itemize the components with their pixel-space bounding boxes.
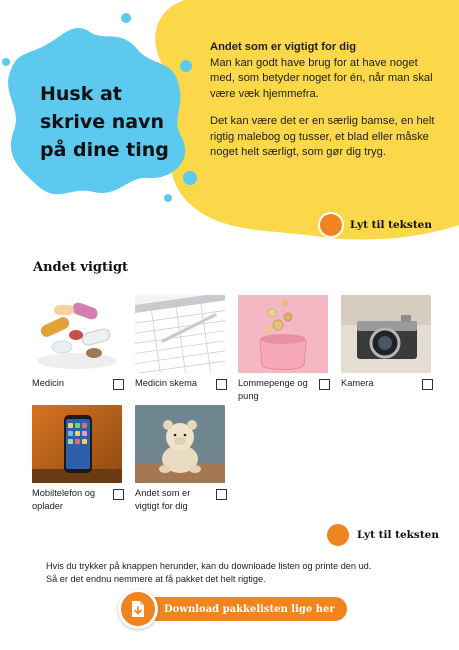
- teddy-bear-image: [135, 405, 225, 483]
- list-item-kamera: [341, 295, 433, 390]
- list-item-lommepenge: [238, 295, 330, 402]
- checkbox[interactable]: [216, 489, 227, 500]
- download-button[interactable]: [118, 591, 347, 627]
- checkbox[interactable]: [113, 379, 124, 390]
- info-box-heading: Andet som er vigtigt for dig: [210, 41, 357, 53]
- item-label: Medicin skema: [135, 378, 198, 388]
- download-label: Download pakkelisten lige her: [142, 597, 347, 621]
- listen-label: Lyt til teksten: [350, 219, 432, 231]
- page-title: Husk at skrive navn på dine ting: [40, 83, 169, 161]
- info-box: [210, 40, 442, 173]
- item-label: Medicin: [32, 378, 65, 388]
- checkbox[interactable]: [422, 379, 433, 390]
- camera-image: [341, 295, 431, 373]
- section-title: Andet vigtigt: [33, 260, 129, 275]
- listen-button-2[interactable]: [327, 524, 439, 546]
- list-item-medicin: [32, 295, 124, 390]
- download-file-icon: [118, 589, 158, 629]
- coin-purse-image: [238, 295, 328, 373]
- info-line-2: Så er det endnu nemmere at få pakket det helt rigtige.: [46, 574, 266, 584]
- info-box-paragraph-2: Det kan være det er en særlig bamse, en helt rigtig malebog og tusser, et blad eller måske noget helt særligt, som gør dig tryg.: [210, 115, 435, 158]
- medicine-pills-image: [32, 295, 122, 373]
- checkbox[interactable]: [216, 379, 227, 390]
- item-label: Mobiltelefon og oplader: [32, 488, 96, 511]
- list-item-mobiltelefon: [32, 405, 124, 512]
- item-label: Andet som er vigtigt for dig: [135, 488, 191, 511]
- mobile-phone-image: [32, 405, 122, 483]
- listen-button-1[interactable]: [320, 214, 432, 236]
- listen-circle-icon: [320, 214, 342, 236]
- checkbox[interactable]: [319, 379, 330, 390]
- medicine-schedule-image: [135, 295, 225, 373]
- list-item-medicin-skema: [135, 295, 227, 390]
- info-line-1: Hvis du trykker på knappen herunder, kan du downloade listen og printe den ud.: [46, 561, 372, 571]
- listen-circle-icon: [327, 524, 349, 546]
- download-info-text: [46, 560, 426, 586]
- item-label: Lommepenge og pung: [238, 378, 308, 401]
- info-box-paragraph-1: Man kan godt have brug for at have noget med, som betyder noget for én, når man skal være væk hjemmefra.: [210, 56, 433, 100]
- checkbox[interactable]: [113, 489, 124, 500]
- listen-label: Lyt til teksten: [357, 529, 439, 541]
- list-item-andet: [135, 405, 227, 512]
- item-label: Kamera: [341, 378, 374, 388]
